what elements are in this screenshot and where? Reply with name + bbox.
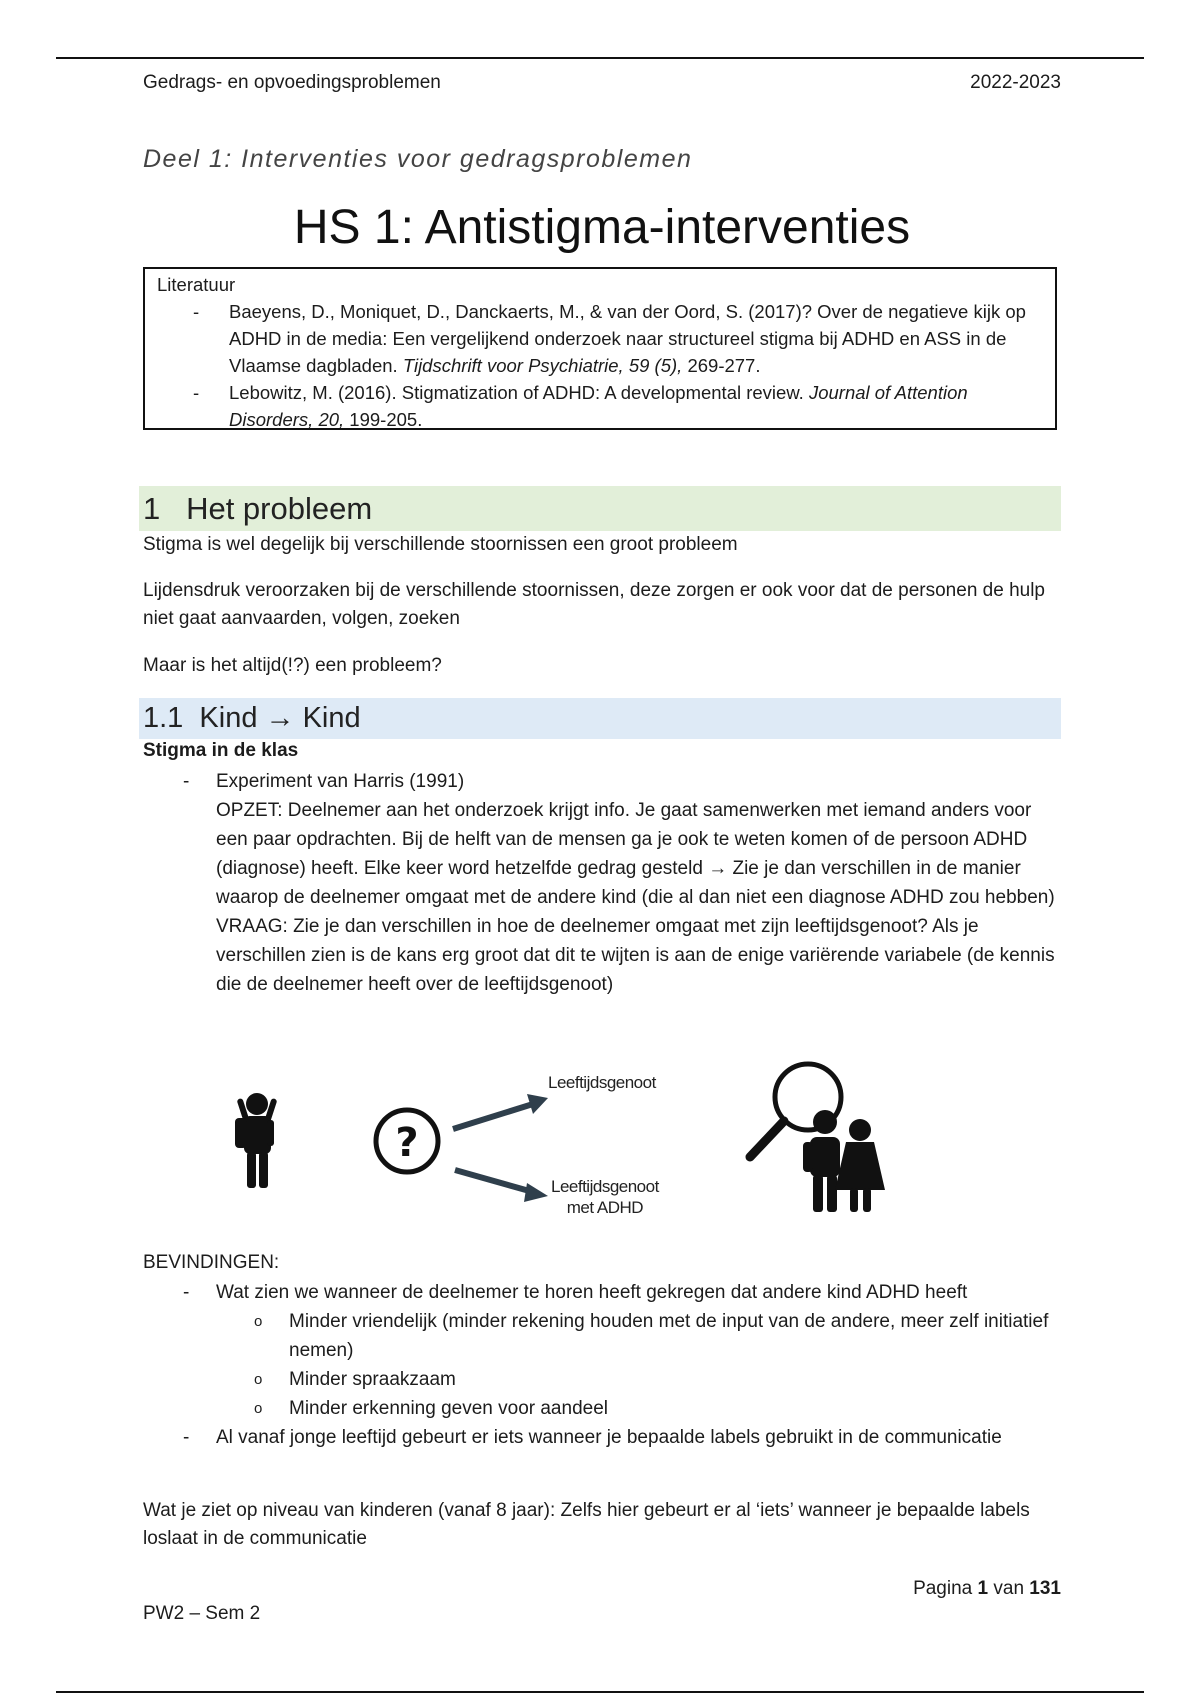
header-course: Gedrags- en opvoedingsproblemen: [143, 72, 441, 93]
page-number: Pagina 1 van 131: [913, 1578, 1061, 1599]
findings-block: [143, 1278, 1061, 1452]
label-peer-adhd: Leeftijdsgenoot met ADHD: [551, 1177, 659, 1217]
svg-text:?: ?: [395, 1120, 419, 1166]
chapter-title: HS 1: Antistigma-interventies: [293, 201, 911, 254]
section-heading-1-1: 1.1 Kind → Kind: [139, 698, 1061, 739]
sub-list-item: o Minder erkenning geven voor aandeel: [216, 1394, 1061, 1423]
label-peer: Leeftijdsgenoot: [548, 1073, 656, 1092]
arrow-down-icon: [455, 1170, 548, 1202]
paragraph: Maar is het altijd(!?) een probleem?: [143, 655, 442, 676]
list-item: - Al vanaf jonge leeftijd gebeurt er iets wanneer je bepaalde labels gebruikt in de communicatie: [143, 1423, 1061, 1452]
two-children-icon: [803, 1110, 885, 1212]
top-rule: [56, 57, 1144, 59]
experiment-figure: [213, 1050, 973, 1240]
literature-list: [157, 298, 1043, 433]
part-title: Deel 1: Interventies voor gedragsproblemen: [143, 145, 693, 173]
section-heading-1: 1 Het probleem: [139, 486, 1061, 531]
paragraph: Lijdensdruk veroorzaken bij de verschillende stoornissen, deze zorgen er ook voor dat de personen de hulp niet gaat aanvaarden, volgen, zoeken: [143, 580, 1045, 629]
page-footer: PW2 – Sem 2: [143, 1603, 261, 1624]
experiment-block: [143, 767, 1061, 999]
child-backpack-icon: [235, 1093, 277, 1188]
subheading: Stigma in de klas: [143, 740, 299, 761]
sub-list-item: o Minder vriendelijk (minder rekening houden met de input van de andere, meer zelf initiatief nemen): [216, 1307, 1061, 1365]
list-item: - Wat zien we wanneer de deelnemer te horen heeft gekregen dat andere kind ADHD heeft o Minder vriendelijk (minder rekening houden met de input van de andere, meer zelf initiatief nemen) o Minder spraakzaam o Minder erkenning geven voor aandeel: [143, 1278, 1061, 1423]
findings-label: BEVINDINGEN:: [143, 1252, 280, 1273]
question-circle-icon: [376, 1110, 438, 1172]
literature-ref-2: - Lebowitz, M. (2016). Stigmatization of ADHD: A developmental review. Journal of Attention Disorders, 20, 199-205.: [229, 379, 1043, 433]
arrow-up-icon: [453, 1094, 548, 1129]
literature-box: [143, 267, 1057, 430]
paragraph: Stigma is wel degelijk bij verschillende stoornissen een groot probleem: [143, 534, 738, 555]
header-year: 2022-2023: [970, 72, 1061, 93]
experiment-vraag: VRAAG: Zie je dan verschillen in hoe de deelnemer omgaat met zijn leeftijdsgenoot? Als je verschillen zien is de kans erg groot dat dit te wijten is aan de enige variërende variabele (de kennis die de deelnemer heeft over de leeftijdsgenoot): [216, 916, 1055, 995]
page-header: [143, 72, 1061, 94]
experiment-title: - Experiment van Harris (1991): [216, 771, 465, 792]
literature-label: Literatuur: [157, 274, 236, 295]
literature-ref-1: - Baeyens, D., Moniquet, D., Danckaerts, M., & van der Oord, S. (2017)? Over de negatieve kijk op ADHD in de media: Een vergelijkend onderzoek naar structureel stigma bij ADHD en ASS in de Vlaamse dagbladen. Tijdschrift voor Psychiatrie, 59 (5), 269-277.: [229, 298, 1043, 379]
sub-list-item: o Minder spraakzaam: [216, 1365, 1061, 1394]
closing-paragraph: Wat je ziet op niveau van kinderen (vanaf 8 jaar): Zelfs hier gebeurt er al ‘iets’ wanneer je bepaalde labels loslaat in de communicatie: [143, 1500, 1030, 1549]
bottom-rule: [56, 1691, 1144, 1693]
list-item: [143, 767, 1061, 999]
experiment-opzet: OPZET: Deelnemer aan het onderzoek krijgt info. Je gaat samenwerken met iemand anders voor een paar opdrachten. Bij de helft van de mensen ga je ook te weten komen of de persoon ADHD (diagnose) heeft. Elke keer word hetzelfde gedrag gesteld → Zie je dan verschillen in de manier waarop de deelnemer omgaat met de andere kind (die al dan niet een diagnose ADHD zou hebben): [216, 800, 1055, 908]
